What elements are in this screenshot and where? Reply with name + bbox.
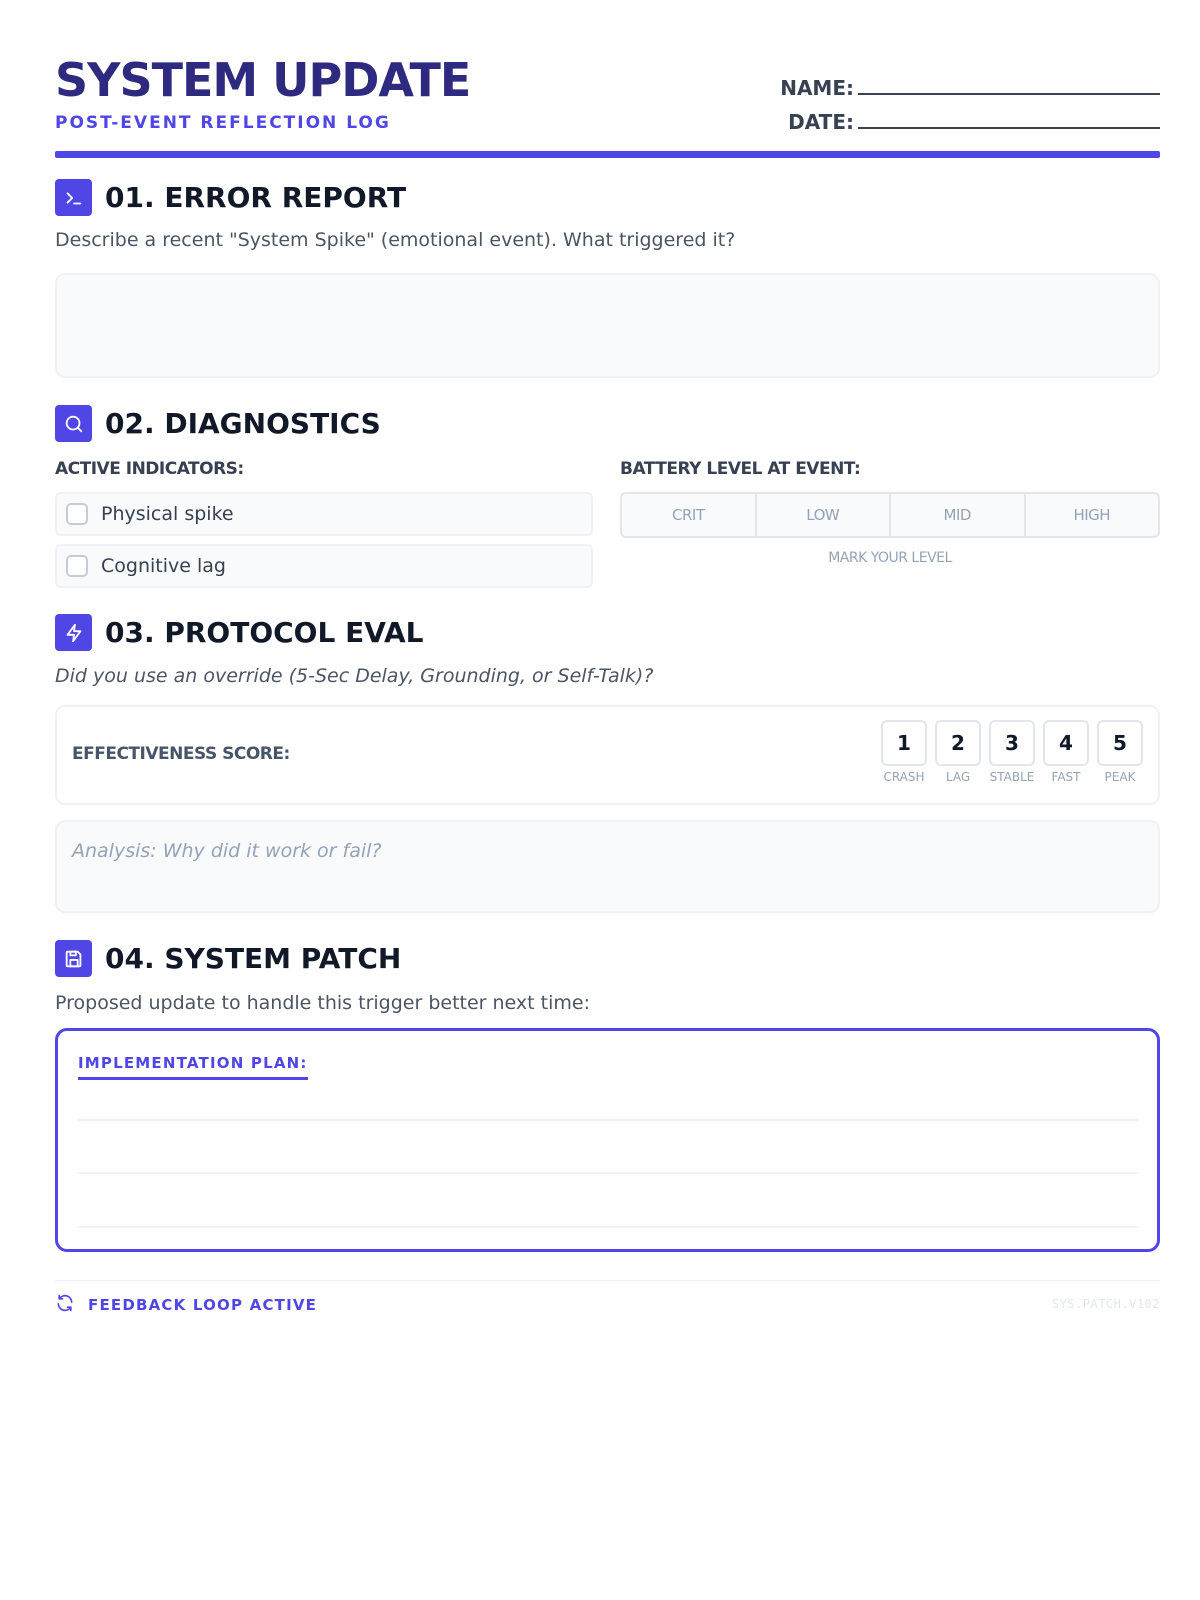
score-option-2[interactable] [935, 720, 981, 784]
writing-line[interactable] [78, 1226, 1138, 1228]
effectiveness-score-panel [55, 705, 1160, 805]
terminal-icon [55, 179, 92, 216]
score-number: 3 [989, 720, 1035, 766]
protocol-eval-prompt: Did you use an override (5-Sec Delay, Grounding, or Self-Talk)? [55, 665, 654, 687]
score-number: 2 [935, 720, 981, 766]
indicator-label: Physical spike [101, 503, 234, 525]
section-title: 01. ERROR REPORT [105, 181, 407, 214]
battery-option-low[interactable]: LOW [757, 494, 892, 536]
score-number: 1 [881, 720, 927, 766]
score-caption: STABLE [989, 770, 1035, 784]
save-icon [55, 940, 92, 977]
analysis-textarea[interactable] [55, 820, 1160, 913]
error-report-textarea[interactable] [55, 273, 1160, 378]
footer-divider [55, 1280, 1160, 1281]
active-indicators-label: ACTIVE INDICATORS: [55, 459, 244, 479]
error-report-prompt: Describe a recent "System Spike" (emotional event). What triggered it? [55, 229, 736, 251]
name-field[interactable] [740, 76, 1160, 100]
checkbox[interactable] [66, 555, 88, 577]
header [55, 50, 1160, 158]
footer-status [55, 1293, 317, 1317]
score-caption: PEAK [1104, 770, 1136, 784]
battery-option-high[interactable]: HIGH [1073, 506, 1111, 524]
version-code: SYS.PATCH.V102 [1051, 1297, 1160, 1311]
section-title: 03. PROTOCOL EVAL [105, 616, 424, 649]
indicator-label: Cognitive lag [101, 555, 226, 577]
score-caption: FAST [1051, 770, 1081, 784]
battery-level-selector [620, 492, 1160, 538]
battery-level-label: BATTERY LEVEL AT EVENT: [620, 459, 861, 479]
system-patch-prompt: Proposed update to handle this trigger better next time: [55, 992, 590, 1014]
implementation-plan-label: IMPLEMENTATION PLAN: [78, 1054, 308, 1080]
search-icon [55, 405, 92, 442]
score-caption: LAG [945, 770, 971, 784]
score-number: 5 [1097, 720, 1143, 766]
name-label: NAME: [780, 76, 854, 100]
date-field[interactable] [740, 110, 1160, 134]
score-option-1[interactable] [881, 720, 927, 784]
date-label: DATE: [788, 110, 854, 134]
score-option-5[interactable] [1097, 720, 1143, 784]
name-line[interactable] [858, 79, 1160, 95]
writing-line[interactable] [78, 1119, 1138, 1121]
page-title: SYSTEM UPDATE [55, 53, 471, 107]
score-option-4[interactable] [1043, 720, 1089, 784]
battery-note: MARK YOUR LEVEL [828, 550, 952, 566]
battery-option-mid[interactable]: MID [891, 494, 1026, 536]
writing-line[interactable] [78, 1172, 1138, 1174]
analysis-placeholder: Analysis: Why did it work or fail? [72, 840, 382, 862]
header-divider [55, 151, 1160, 158]
indicator-cognitive-lag[interactable] [55, 544, 593, 588]
battery-option-crit[interactable]: CRIT [622, 494, 757, 536]
checkbox[interactable] [66, 503, 88, 525]
implementation-plan-box[interactable] [55, 1028, 1160, 1252]
footer-status-text: FEEDBACK LOOP ACTIVE [88, 1296, 318, 1314]
lightning-icon [55, 614, 92, 651]
refresh-icon [55, 1293, 75, 1317]
indicator-physical-spike[interactable] [55, 492, 593, 536]
effectiveness-score-label: EFFECTIVENESS SCORE: [72, 744, 290, 764]
date-line[interactable] [858, 113, 1160, 129]
section-title: 04. SYSTEM PATCH [105, 942, 402, 975]
score-caption: CRASH [883, 770, 925, 784]
score-number: 4 [1043, 720, 1089, 766]
score-option-3[interactable] [989, 720, 1035, 784]
page-subtitle: POST-EVENT REFLECTION LOG [55, 113, 391, 133]
section-title: 02. DIAGNOSTICS [105, 407, 381, 440]
